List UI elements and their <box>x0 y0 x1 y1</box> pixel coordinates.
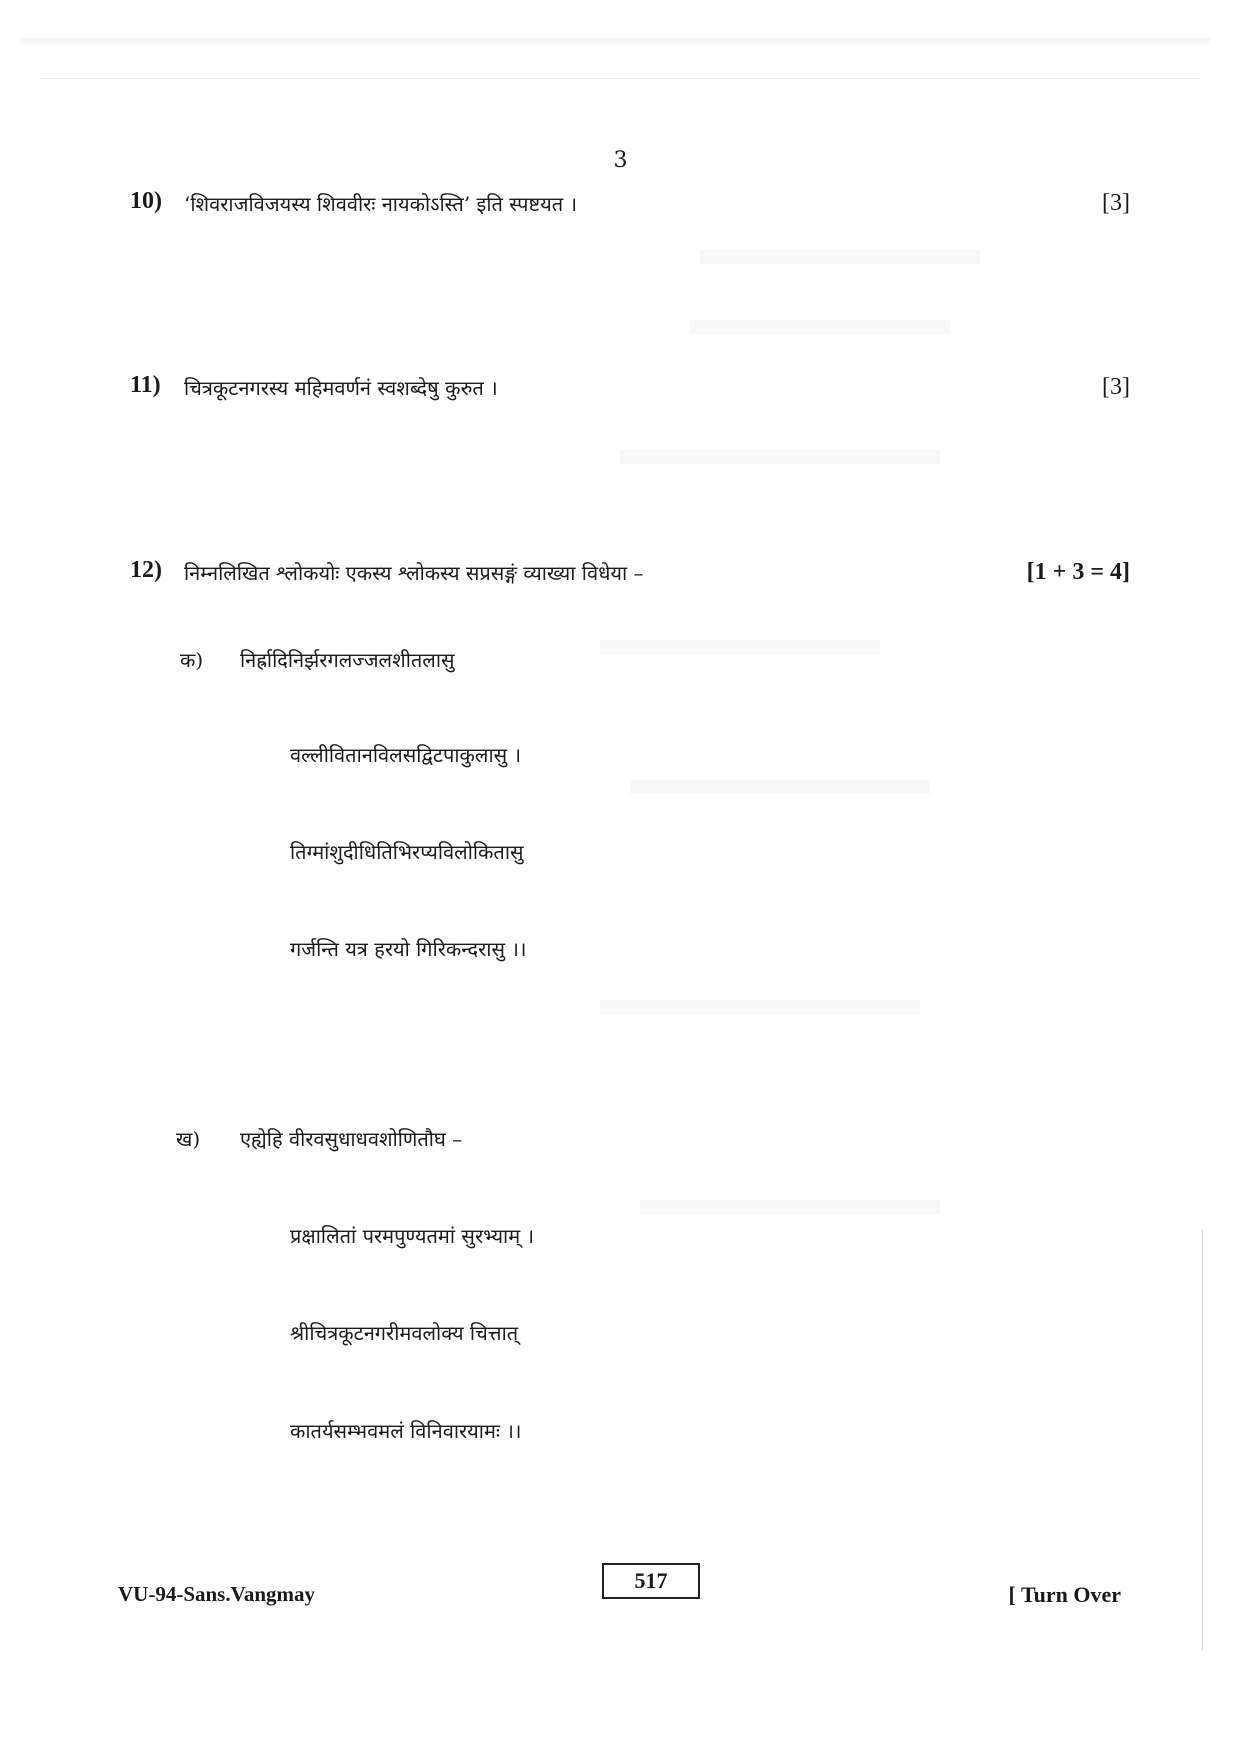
question-11 <box>130 372 1130 412</box>
bleed-through <box>630 780 930 794</box>
verse-line: तिग्मांशुदीधितिभिरप्यविलोकितासु <box>290 840 524 864</box>
bleed-through <box>700 250 980 264</box>
question-12 <box>130 557 1130 597</box>
question-10 <box>130 188 1130 228</box>
bleed-through <box>690 320 950 334</box>
question-text: चित्रकूटनगरस्य महिमवर्णनं स्वशब्देषु कुरुत । <box>184 376 498 400</box>
page-number: 3 <box>613 148 628 173</box>
scan-artifact-line <box>1202 1230 1203 1650</box>
verse-line: श्रीचित्रकूटनगरीमवलोक्य चित्तात् <box>290 1321 519 1345</box>
verse-line: प्रक्षालितां परमपुण्यतमां सुरभ्याम् । <box>290 1224 535 1248</box>
question-text: निम्नलिखित श्लोकयोः एकस्य श्लोकस्य सप्रसङ्गं व्याख्या विधेया – <box>184 561 644 585</box>
question-number: 11) <box>130 372 161 398</box>
question-text: ‘शिवराजविजयस्य शिववीरः नायकोऽस्ति’ इति स्पष्टयत । <box>184 192 578 216</box>
verse-line: वल्लीवितानविलसद्विटपाकुलासु । <box>290 743 522 767</box>
question-number: 10) <box>130 188 162 214</box>
bleed-through <box>600 1000 920 1014</box>
bleed-through <box>600 640 880 654</box>
question-marks: [3] <box>1102 190 1130 216</box>
scan-edge <box>20 38 1210 46</box>
turn-over-label: [ Turn Over <box>1008 1582 1121 1607</box>
question-marks: [1 + 3 = 4] <box>1026 559 1130 585</box>
verse-line: कातर्यसम्भवमलं विनिवारयामः ।। <box>290 1419 522 1443</box>
paper-code: VU-94-Sans.Vangmay <box>118 1582 316 1606</box>
sub-part-label: ख) <box>176 1127 201 1151</box>
verse-line: गर्जन्ति यत्र हरयो गिरिकन्दरासु ।। <box>290 937 527 961</box>
question-marks: [3] <box>1102 374 1130 400</box>
question-number: 12) <box>130 557 162 583</box>
verse-line: निर्ह्रादिनिर्झरगलज्जलशीतलासु <box>240 648 455 672</box>
scan-artifact-line <box>40 78 1200 79</box>
verse-line: एह्येहि वीरवसुधाधवशोणितौघ – <box>240 1127 463 1151</box>
bleed-through <box>640 1200 940 1214</box>
page-serial-box: 517 <box>602 1563 700 1599</box>
bleed-through <box>620 450 940 464</box>
sub-part-label: क) <box>180 648 204 672</box>
